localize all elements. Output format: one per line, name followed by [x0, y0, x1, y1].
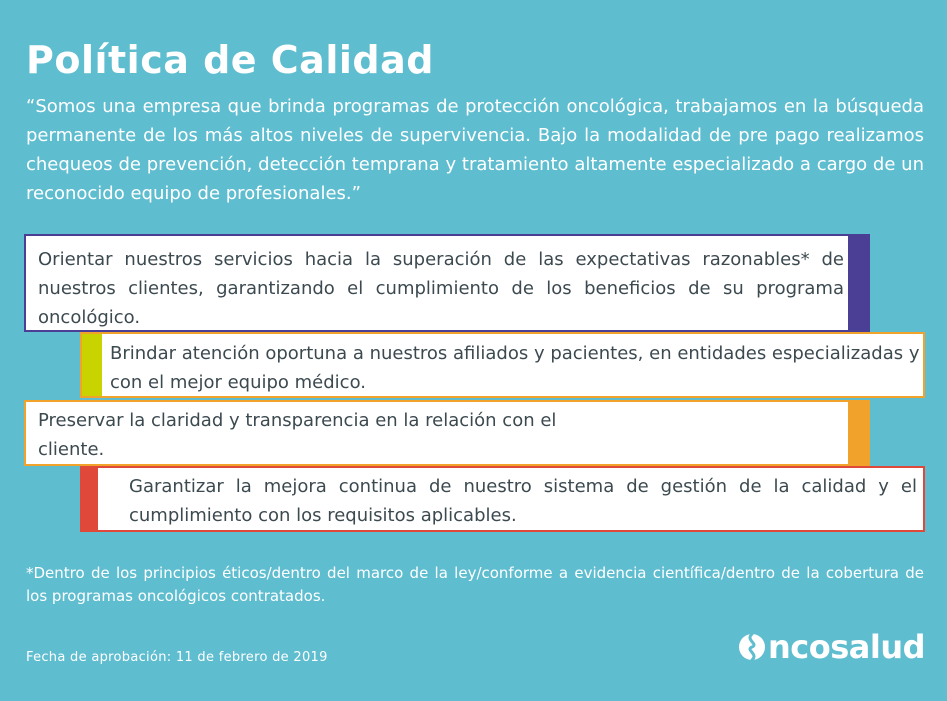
policy-item-4: [80, 466, 925, 532]
mission-statement: “Somos una empresa que brinda programas de protección oncológica, trabajamos en la búsqueda permanente de los más altos niveles de supervivencia. Bajo la modalidad de pre pago realizamos chequeos de prevención, detección temprana y tratamiento altamente especializado a cargo de un reconocido equipo de profesionales.”: [26, 96, 924, 204]
purple-accent-bar: [848, 236, 868, 330]
footnote: *Dentro de los principios éticos/dentro del marco de la ley/conforme a evidencia científica/dentro de la cobertura de los programas oncológicos contratados.: [26, 564, 924, 605]
orange-accent-bar: [848, 402, 868, 464]
green-accent-bar: [82, 334, 102, 396]
logo-text: ncosalud: [767, 628, 925, 666]
policy-item-3: [24, 400, 870, 466]
oncosalud-logo: [737, 628, 925, 666]
policy-item-2: [80, 332, 925, 398]
policy-item-text: Preservar la claridad y transparencia en la relación con el cliente.: [38, 410, 557, 460]
o-swirl-logo-icon: [737, 632, 767, 662]
policy-item-text: Orientar nuestros servicios hacia la superación de las expectativas razonables* de nuestros clientes, garantizando el cumplimiento de los beneficios de su programa oncológico.: [38, 249, 844, 328]
red-accent-bar: [82, 468, 98, 530]
approval-date: Fecha de aprobación: 11 de febrero de 2019: [26, 650, 328, 665]
policy-item-1: [24, 234, 870, 332]
policy-item-text: Garantizar la mejora continua de nuestro sistema de gestión de la calidad y el cumplimiento con los requisitos aplicables.: [129, 476, 917, 526]
page-title: Política de Calidad: [26, 38, 434, 82]
policy-item-text: Brindar atención oportuna a nuestros afiliados y pacientes, en entidades especializadas y con el mejor equipo médico.: [110, 343, 920, 393]
